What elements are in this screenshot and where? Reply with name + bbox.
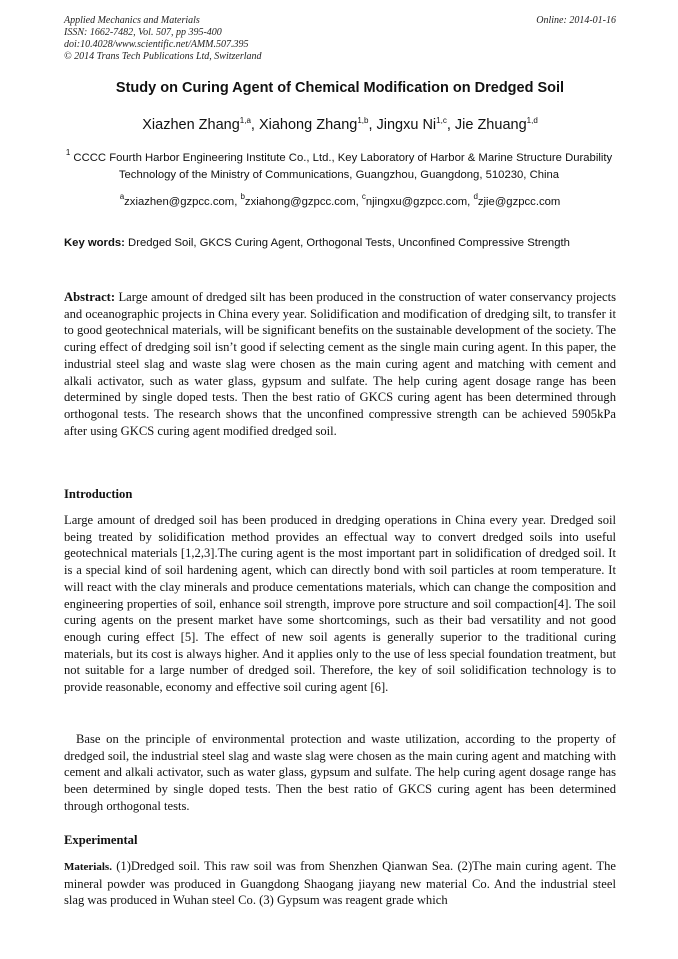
email-entry xyxy=(240,192,362,208)
materials-label: Materials. xyxy=(64,861,112,873)
copyright-line: © 2014 Trans Tech Publications Ltd, Switzerland xyxy=(64,51,262,62)
author-affiliation-mark: 1,c xyxy=(436,116,447,125)
author-affiliation-mark: 1,a xyxy=(239,116,251,125)
email-separator: , xyxy=(234,196,241,208)
online-date: Online: 2014-01-16 xyxy=(536,15,616,26)
email-entry xyxy=(361,192,474,208)
abstract-label: Abstract: xyxy=(64,290,116,304)
author xyxy=(455,117,538,133)
introduction-paragraph-1: Large amount of dredged soil has been produced in dredging operations in China every year. Dredged soil being treated by solidification method provides an effectual way to convert dredged soils into useful geotechnical materials [1,2,3].The curing agent is the most important part in solidification of dredged soil. It is a special kind of soil hardening agent, which can directly bond with soil particles at room temperature. It will react with the clay minerals and produce cementations materials, which can change the composition and engineering properties of soil, enhance soil strength, improve pore structure and soil compaction[4]. The soil curing agents on the present market have some shortcomings, such as their bad versatility and not good enough curing effect [5]. The effect of new soil agents is generally superior to the traditional curing materials, but its cost is always higher. And it applies only to the use of less special foundation treatment, but not suitable for a large number of dredged soil. Therefore, the key of soil solidification technology is to provide reasonable, economy and effective soil curing agent [6]. xyxy=(64,513,616,695)
email-mark: d xyxy=(473,192,478,201)
keywords-text: Dredged Soil, GKCS Curing Agent, Orthogonal Tests, Unconfined Compressive Strength xyxy=(124,237,570,249)
affiliation-text: CCCC Fourth Harbor Engineering Institute Co., Ltd., Key Laboratory of Harbor & Marine Structure Durability Technology of the Ministry of Communications, Guangzhou, Guangdong, 510230, China xyxy=(70,152,613,181)
issn-line: ISSN: 1662-7482, Vol. 507, pp 395-400 xyxy=(64,27,222,38)
email-separator: , xyxy=(467,196,474,208)
doi-line: doi:10.4028/www.scientific.net/AMM.507.395 xyxy=(64,39,249,50)
email-entry xyxy=(119,192,241,208)
introduction-paragraph-2: Base on the principle of environmental protection and waste utilization, according to the property of dredged soil, the industrial steel slag and waste slag were chosen as the main curing agent and matching with cement and alkali activator, such as water glass, gypsum and sulfate. The help curing agent dosage range has been determined by single doped tests. Then the best ratio of GKCS curing agent has been determined through orthogonal tests. xyxy=(64,732,616,813)
abstract xyxy=(64,289,616,439)
email-link[interactable]: njingxu@gzpcc.com xyxy=(365,196,468,208)
author-list xyxy=(40,116,640,134)
author-separator: , xyxy=(446,117,455,133)
paper-title: Study on Curing Agent of Chemical Modification on Dredged Soil xyxy=(115,80,565,96)
email-link[interactable]: zxiahong@gzpcc.com xyxy=(244,196,356,208)
materials-text: (1)Dredged soil. This raw soil was from Shenzhen Qianwan Sea. (2)The main curing agent. The mineral powder was produced in Guangdong Shaogang jiayang new material Co. And the industrial steel slag was produced in Wuhan steel Co. (3) Gypsum was reagent grade which xyxy=(64,859,616,908)
affiliation-mark: 1 xyxy=(65,148,71,157)
materials-paragraph xyxy=(64,858,616,909)
author xyxy=(377,117,455,133)
author-affiliation-mark: 1,d xyxy=(526,116,538,125)
email-mark: c xyxy=(361,192,366,201)
journal-header xyxy=(64,15,616,63)
email-separator: , xyxy=(355,196,362,208)
introduction-heading: Introduction xyxy=(64,487,133,501)
email-mark: a xyxy=(119,192,125,201)
affiliation xyxy=(58,150,620,184)
author-name: Jie Zhuang xyxy=(454,117,527,133)
author xyxy=(142,117,259,133)
abstract-text: Large amount of dredged silt has been produced in the construction of water conservancy projects and oceanographic projects in China every year. Solidification and modification of dredging silt, to transfer it to good geotechnical materials, will be significant benefits on the sustainable development of the society. The curing effect of dredging soil isn’t good if selecting cement as the single main curing agent. In this paper, the industrial steel slag and waste slag were chosen as the main curing agent and matching with cement and alkali activator, such as water glass, gypsum and sulfate. The help curing agent dosage range has been determined by single doped tests. Then the best ratio of GKCS curing agent has been determined through orthogonal tests. The research shows that the unconfined compressive strength can be achieved 5905kPa after using GKCS curing agent modified dredged soil. xyxy=(64,290,616,438)
author-name: Xiazhen Zhang xyxy=(142,117,240,133)
email-list xyxy=(40,194,640,210)
keywords xyxy=(64,234,616,252)
experimental-heading: Experimental xyxy=(64,833,138,847)
author-separator: , xyxy=(250,117,259,133)
email-entry xyxy=(473,192,561,208)
email-mark: b xyxy=(240,192,245,201)
email-link[interactable]: zjie@gzpcc.com xyxy=(477,196,561,208)
author xyxy=(259,117,377,133)
keywords-label: Key words: xyxy=(64,237,125,249)
author-affiliation-mark: 1,b xyxy=(357,116,369,125)
author-separator: , xyxy=(368,117,377,133)
author-name: Jingxu Ni xyxy=(376,117,437,133)
email-link[interactable]: zxiazhen@gzpcc.com xyxy=(124,196,235,208)
author-name: Xiahong Zhang xyxy=(258,117,358,133)
journal-name: Applied Mechanics and Materials xyxy=(64,15,200,26)
